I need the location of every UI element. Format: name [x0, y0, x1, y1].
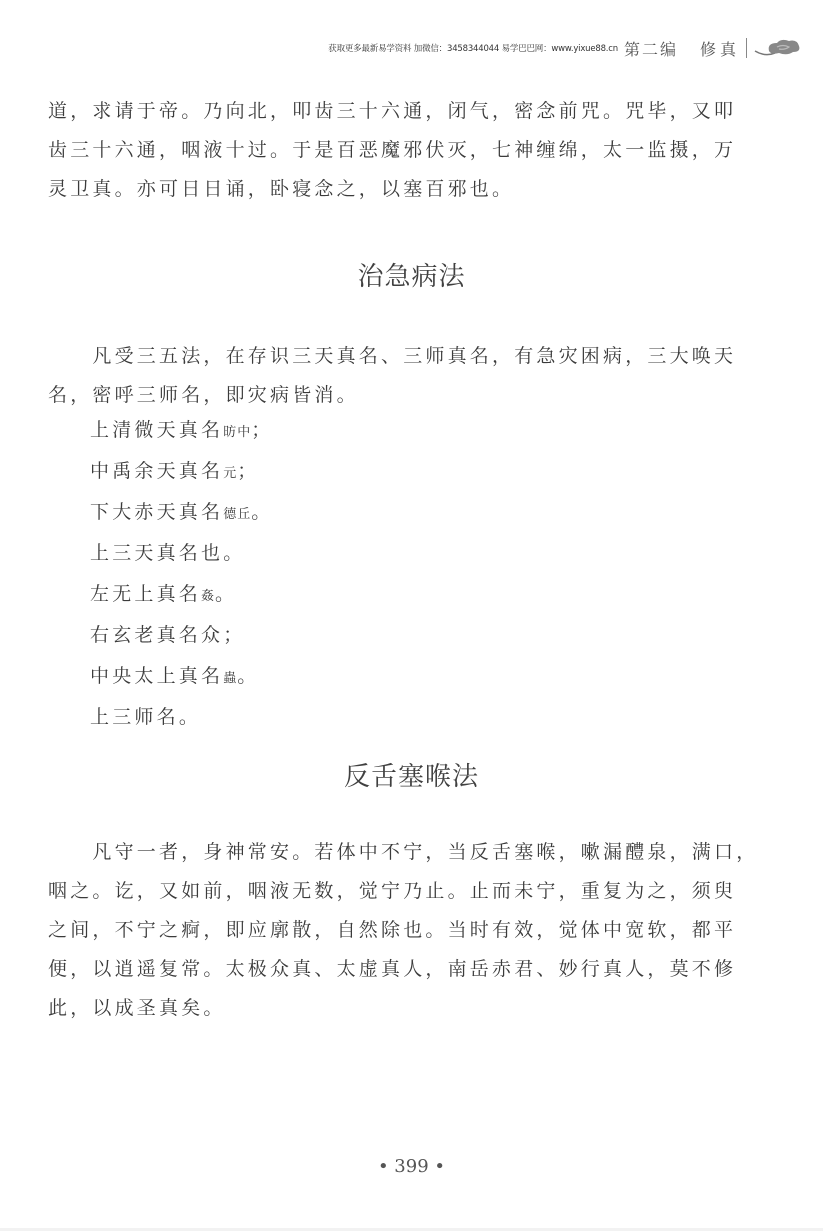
list-item: 上三天真名也。 [90, 542, 246, 564]
section-heading-1: 治急病法 [357, 262, 466, 292]
list-item: 中禹余天真名元； [90, 460, 260, 482]
text-line: 凡守一者，身神常安。若体中不宁，当反舌塞喉，嗽漏醴泉，满口， [48, 841, 759, 863]
text-line: 之间，不宁之痾，即应廓散，自然除也。当时有效，觉体中宽软，都平 [48, 919, 737, 941]
section-heading-2: 反舌塞喉法 [343, 762, 479, 792]
list-item: 下大赤天真名德丘。 [90, 501, 274, 523]
cloud-ornament-icon [753, 37, 803, 59]
section-label: 修真 [699, 39, 740, 59]
running-header [228, 36, 803, 60]
section2-paragraph [48, 833, 759, 1028]
section1-paragraph [48, 337, 738, 415]
promo-text: 获取更多最新易学资料 加微信：3458344044 易学巴巴网：www.yixue88.cn [328, 44, 618, 54]
text-line: 道，求请于帝。乃向北，叩齿三十六通，闭气，密念前咒。咒毕，又叩 [48, 100, 737, 122]
text-line: 凡受三五法，在存识三天真名、三师真名，有急灾困病，三大唤天 [48, 345, 737, 367]
page-number: • 399 • [377, 1156, 446, 1177]
list-item: 中央太上真名蟲。 [90, 665, 260, 687]
true-names-list [90, 411, 273, 739]
text-line: 此，以成圣真矣。 [48, 997, 226, 1019]
text-line: 名，密呼三师名，即灾病皆消。 [48, 384, 359, 406]
list-item: 上三师名。 [90, 706, 202, 728]
list-item: 右玄老真名众； [90, 624, 246, 646]
chapter-label: 第二编 [623, 39, 678, 59]
text-line: 咽之。讫，又如前，咽液无数，觉宁乃止。止而未宁，重复为之，须臾 [48, 880, 737, 902]
header-divider [746, 38, 747, 58]
text-line: 齿三十六通，咽液十过。于是百恶魔邪伏灭，七神缠绵，太一监摄，万 [48, 139, 737, 161]
list-item: 左无上真名姦。 [90, 583, 238, 605]
intro-paragraph [48, 92, 738, 209]
text-line: 便，以逍遥复常。太极众真、太虚真人，南岳赤君、妙行真人，莫不修 [48, 958, 737, 980]
text-line: 灵卫真。亦可日日诵，卧寝念之，以塞百邪也。 [48, 178, 515, 200]
list-item: 上清微天真名昉中； [90, 419, 274, 441]
